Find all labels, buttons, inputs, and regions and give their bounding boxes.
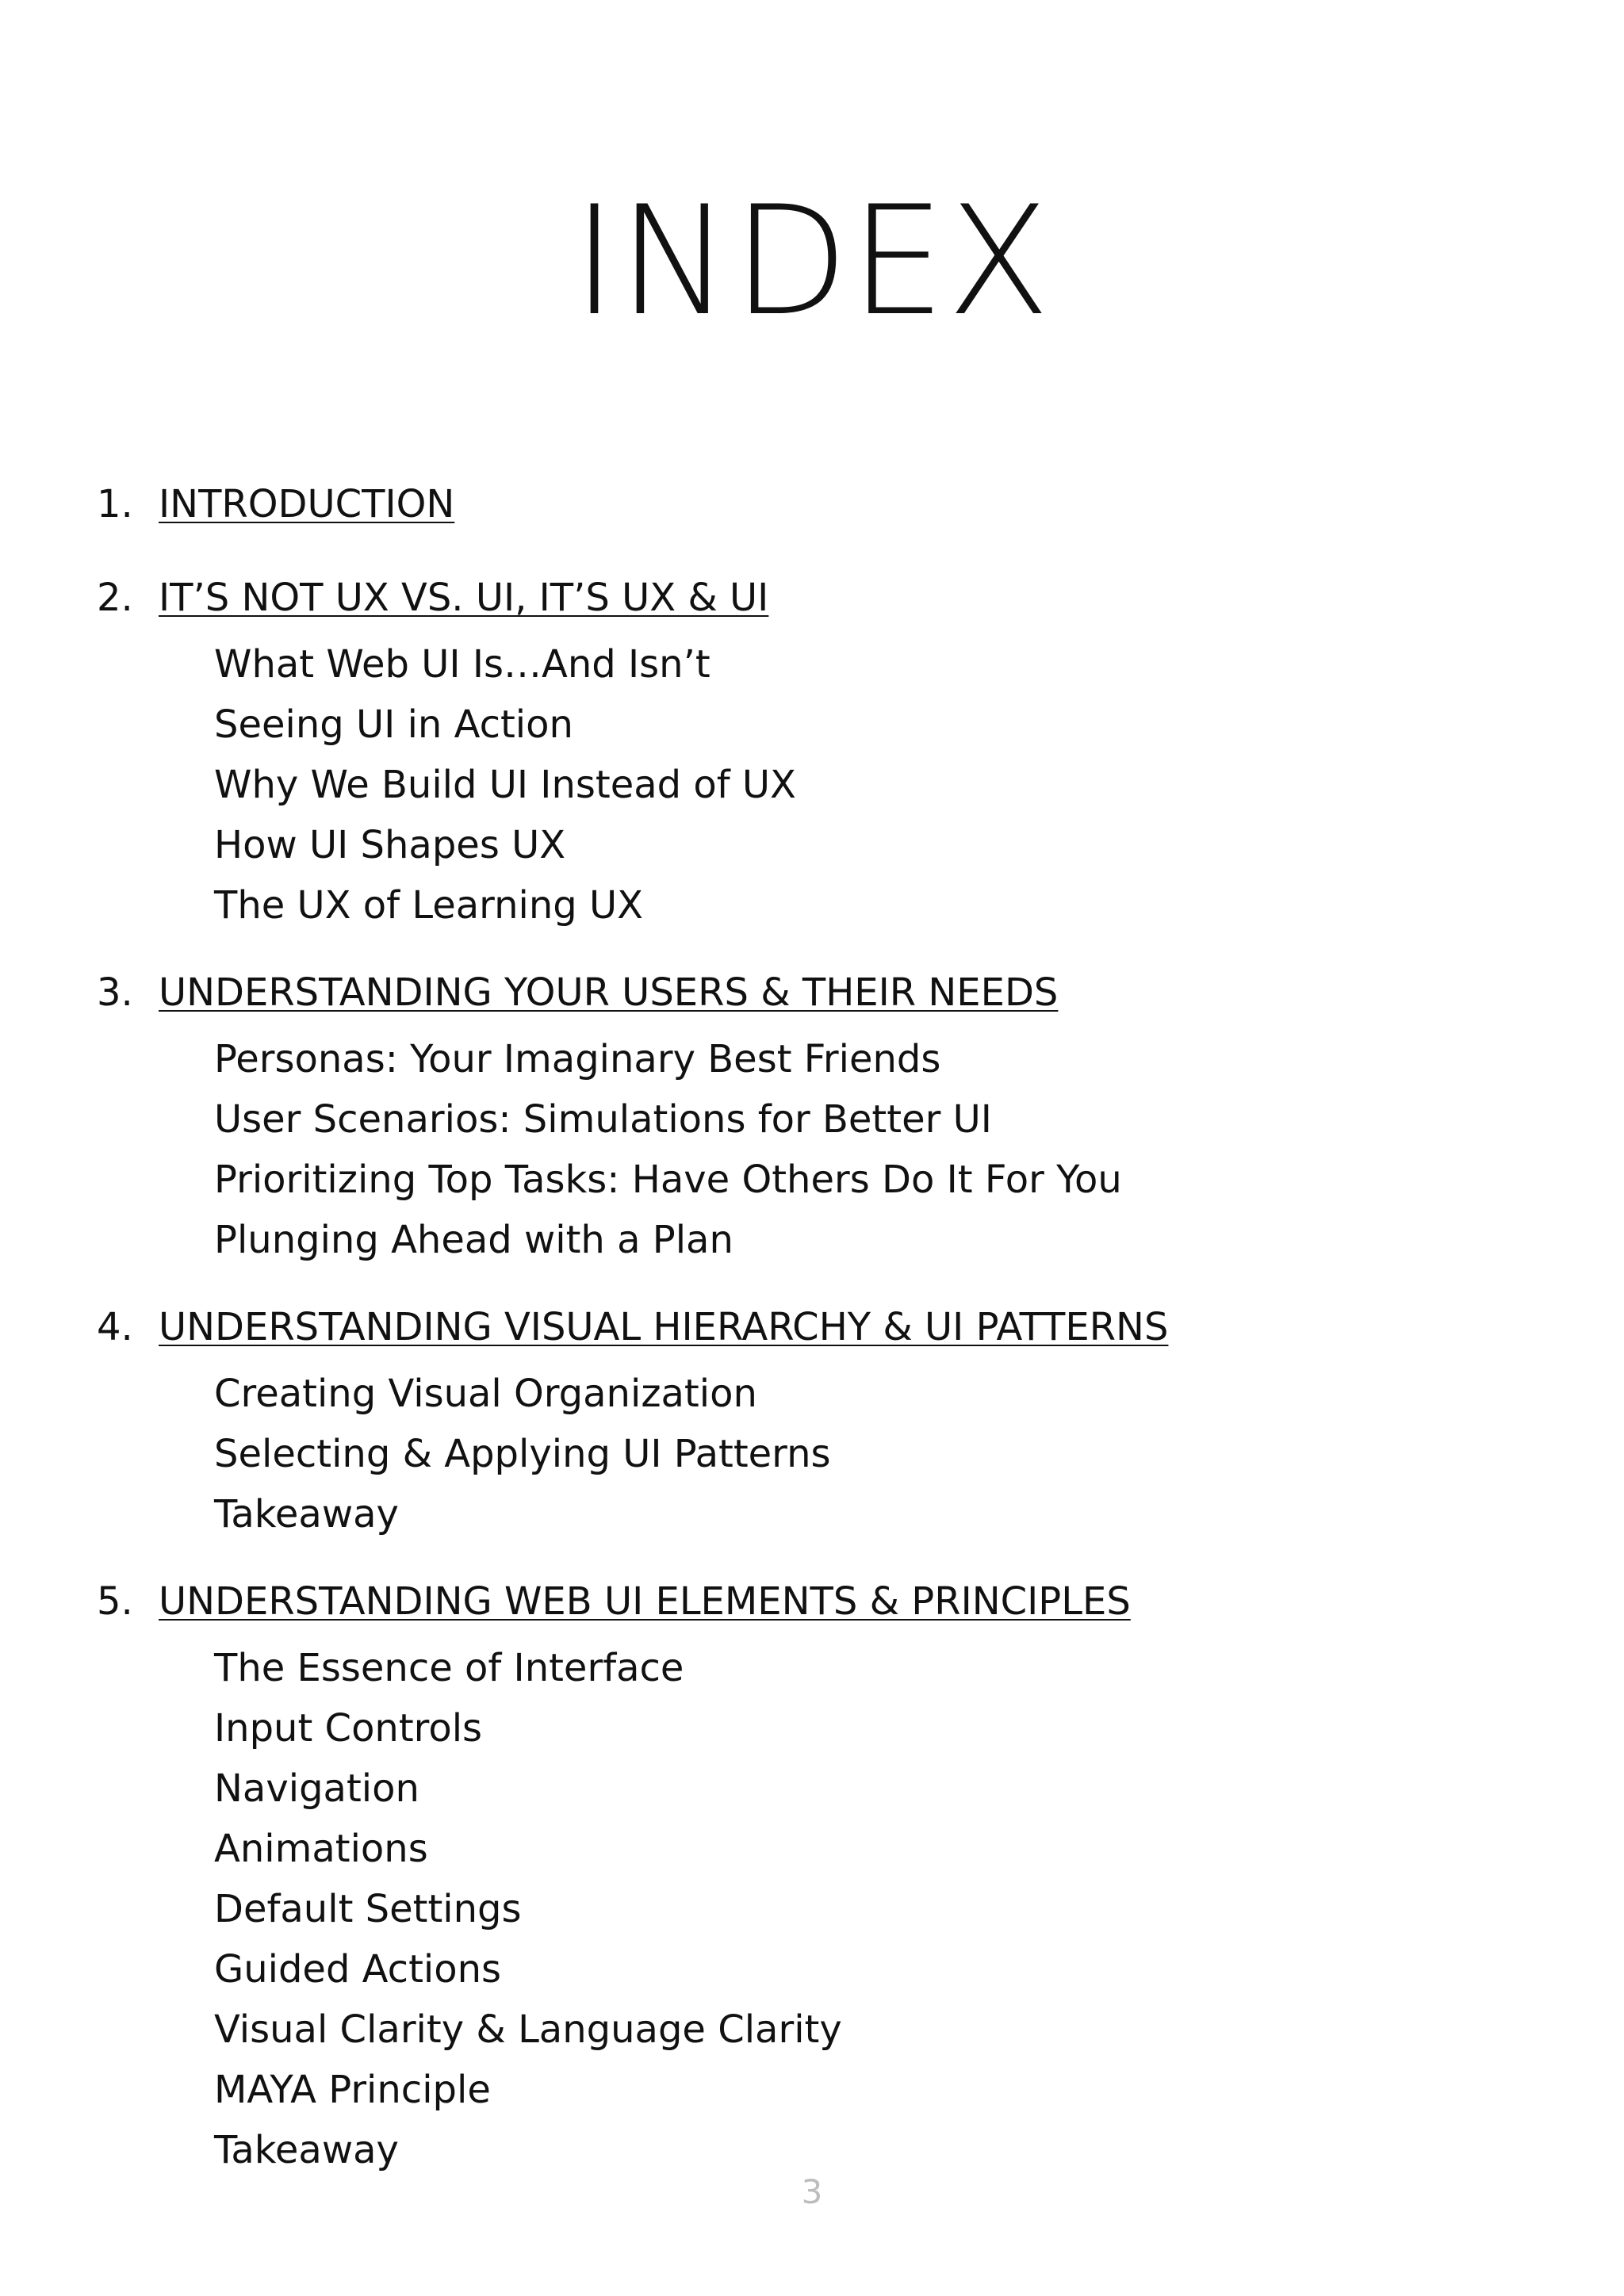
toc-section-heading: [97, 1291, 1524, 1364]
toc-section-4: [97, 1291, 1524, 1544]
subsection-item: MAYA Principle: [214, 2068, 491, 2112]
subsection-list: [97, 1638, 1524, 2180]
toc-section-2: [97, 561, 1524, 936]
subsection-item: Default Settings: [214, 1887, 522, 1931]
section-link-web-ui-elements[interactable]: UNDERSTANDING WEB UI ELEMENTS & PRINCIPLES: [159, 1579, 1131, 1624]
toc-section-heading: [97, 956, 1524, 1029]
toc-section-1: [97, 468, 1524, 541]
subsection-item: Seeing UI in Action: [214, 702, 573, 747]
subsection-item: What Web UI Is…And Isn’t: [214, 642, 710, 687]
subsection-item: How UI Shapes UX: [214, 823, 566, 867]
subsection-item: Takeaway: [214, 2128, 399, 2172]
subsection-item: The Essence of Interface: [214, 1646, 684, 1690]
section-number: 3.: [97, 970, 133, 1015]
toc-section-5: [97, 1565, 1524, 2180]
section-number: 4.: [97, 1305, 133, 1349]
section-number: 1.: [97, 482, 133, 526]
section-link-users-needs[interactable]: UNDERSTANDING YOUR USERS & THEIR NEEDS: [159, 970, 1059, 1015]
subsection-item: Personas: Your Imaginary Best Friends: [214, 1037, 941, 1081]
subsection-item: Animations: [214, 1827, 428, 1871]
page-number: 3: [801, 2172, 823, 2211]
section-number: 5.: [97, 1579, 133, 1624]
section-link-visual-hierarchy[interactable]: UNDERSTANDING VISUAL HIERARCHY & UI PATTERNS: [159, 1305, 1169, 1349]
subsection-list: [97, 1364, 1524, 1544]
subsection-item: Why We Build UI Instead of UX: [214, 763, 796, 807]
subsection-item: The UX of Learning UX: [214, 883, 643, 928]
subsection-item: Visual Clarity & Language Clarity: [214, 2007, 842, 2052]
subsection-list: [97, 634, 1524, 936]
subsection-item: Selecting & Applying UI Patterns: [214, 1432, 831, 1476]
toc-section-heading: [97, 561, 1524, 634]
toc-section-heading: [97, 468, 1524, 541]
subsection-list: [97, 1029, 1524, 1270]
subsection-item: User Scenarios: Simulations for Better UI: [214, 1097, 992, 1142]
subsection-item: Navigation: [214, 1766, 419, 1811]
subsection-item: Guided Actions: [214, 1947, 502, 1992]
subsection-item: Input Controls: [214, 1706, 483, 1751]
section-link-introduction[interactable]: INTRODUCTION: [159, 482, 455, 526]
table-of-contents: [97, 468, 1524, 2201]
toc-section-heading: [97, 1565, 1524, 1638]
toc-section-3: [97, 956, 1524, 1270]
subsection-item: Creating Visual Organization: [214, 1372, 757, 1416]
section-link-ux-and-ui[interactable]: IT’S NOT UX VS. UI, IT’S UX & UI: [159, 576, 769, 620]
subsection-item: Takeaway: [214, 1492, 399, 1536]
subsection-item: Plunging Ahead with a Plan: [214, 1218, 733, 1262]
page-title: INDEX: [572, 174, 1052, 349]
section-number: 2.: [97, 576, 133, 620]
subsection-item: Prioritizing Top Tasks: Have Others Do It For You: [214, 1158, 1122, 1202]
